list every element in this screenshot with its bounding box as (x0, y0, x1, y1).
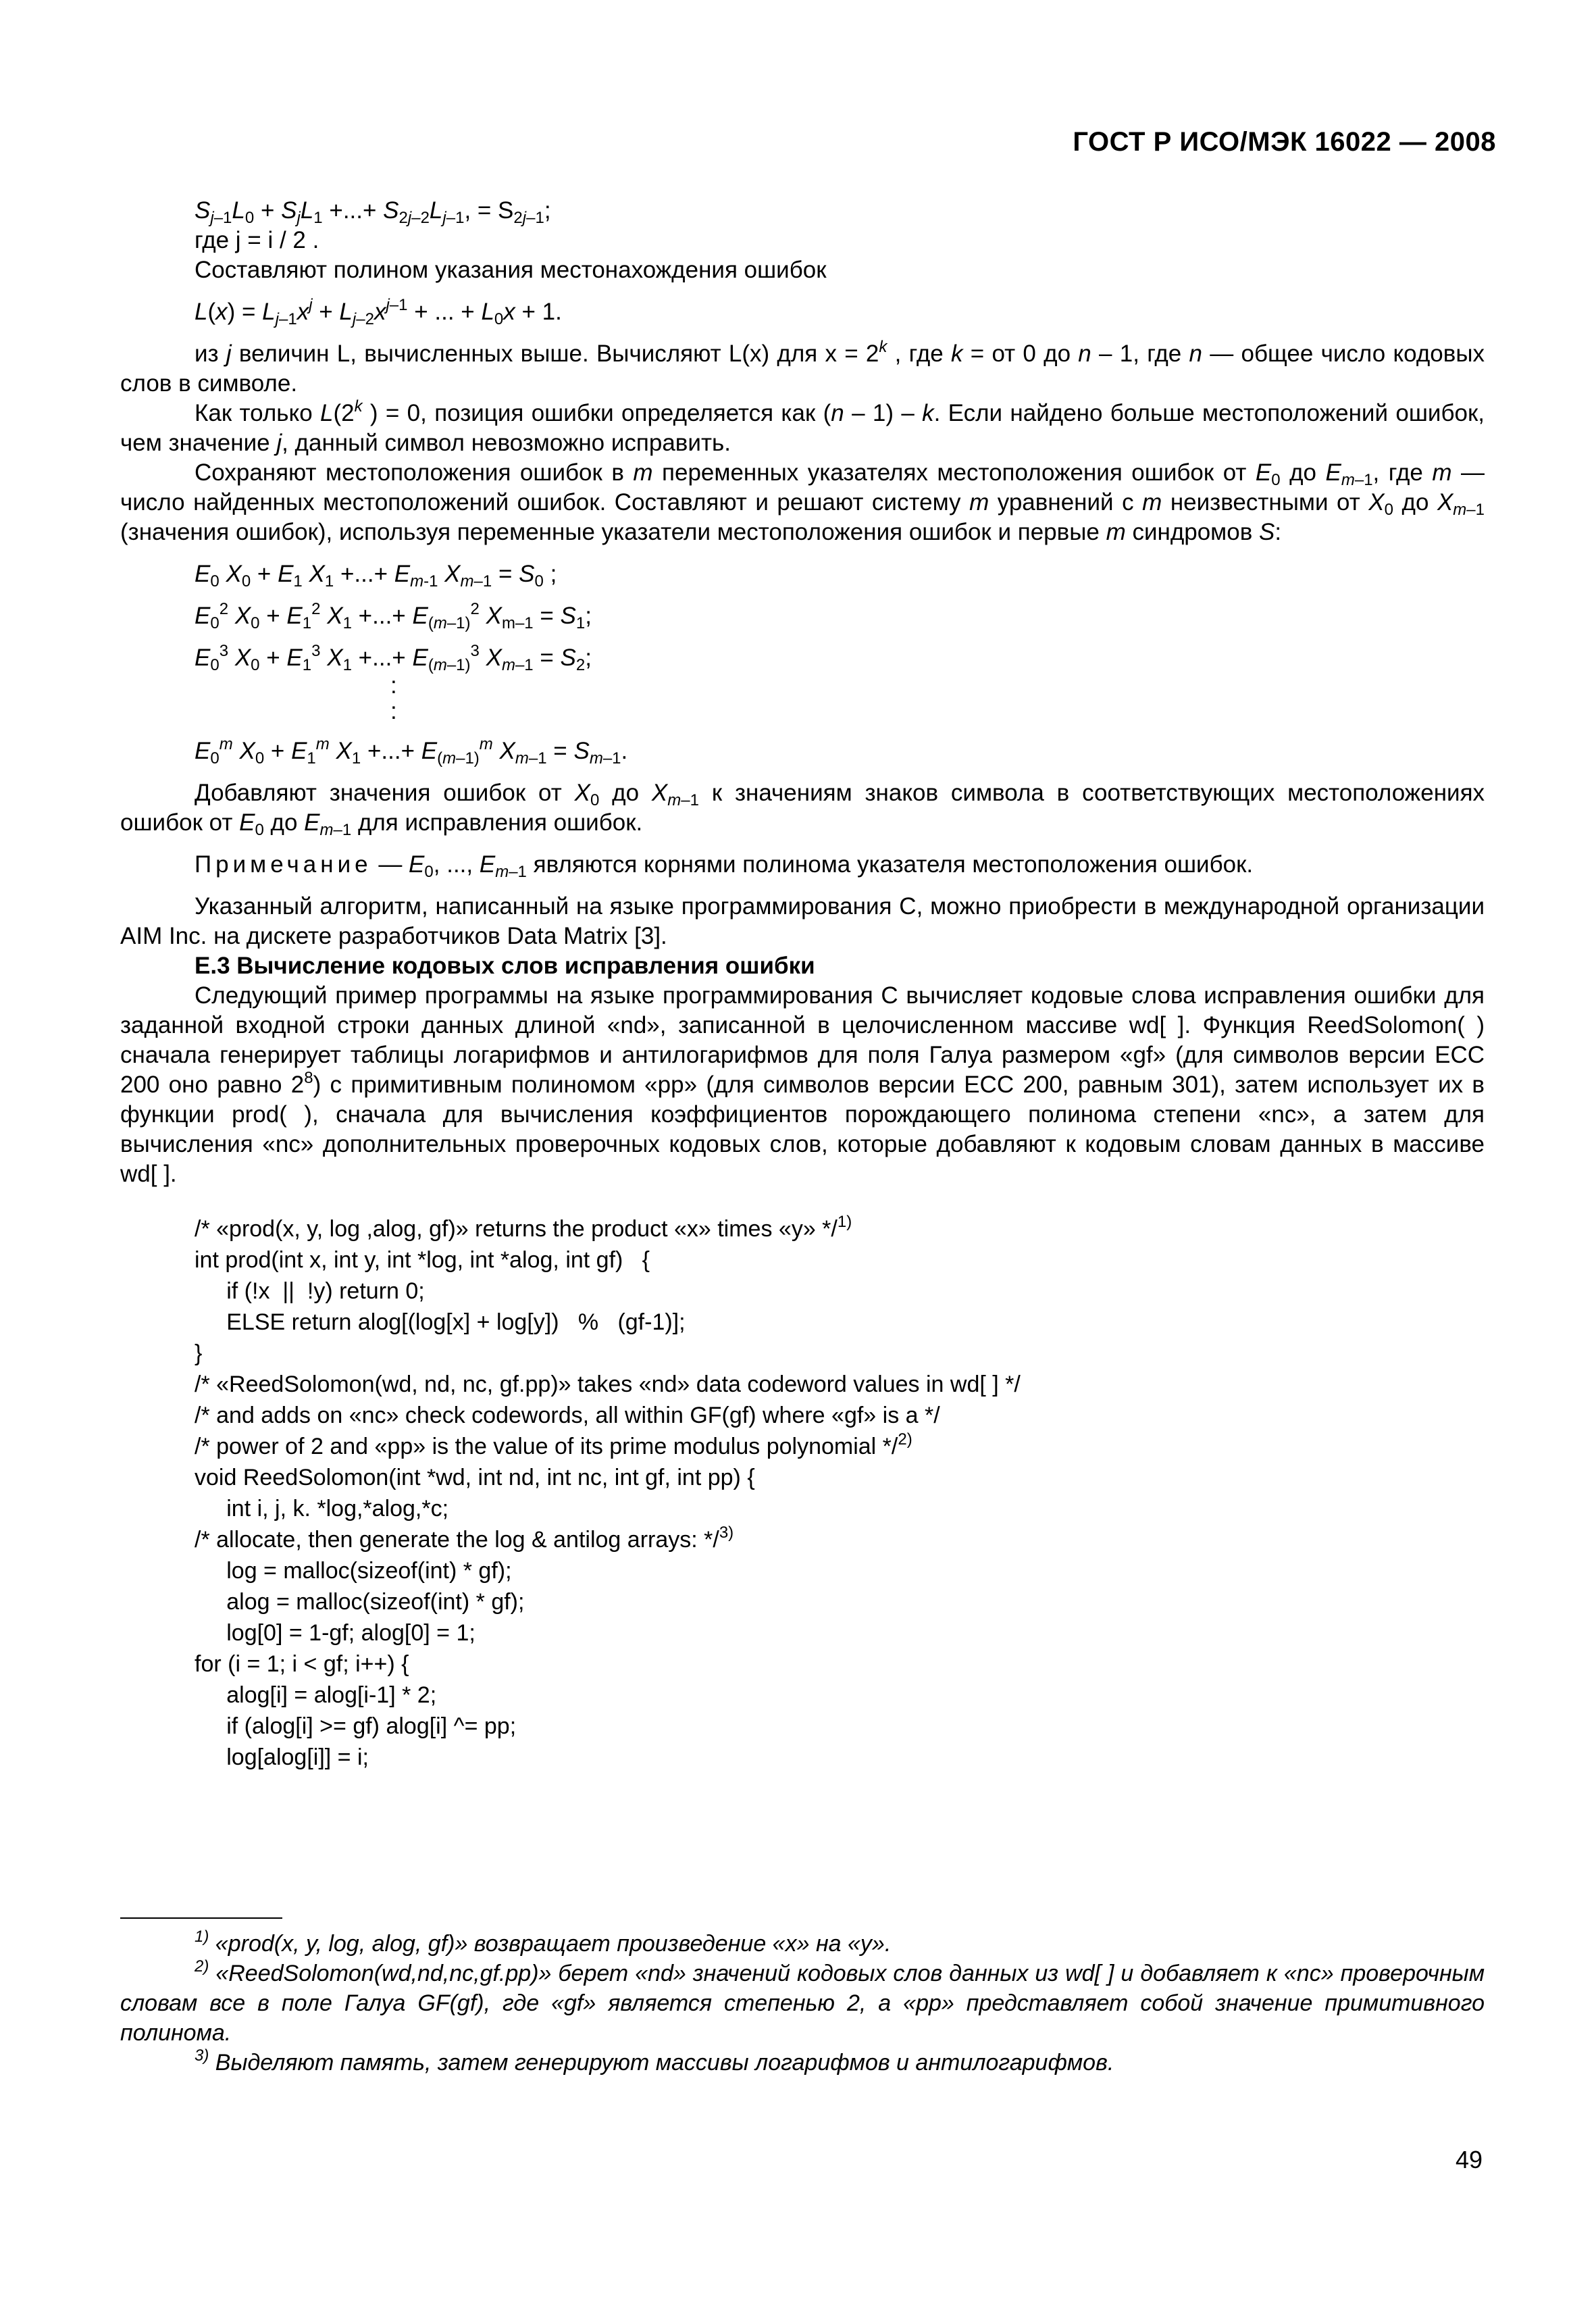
code-line: ELSE return alog[(log[x] + log[y]) % (gf-1)]; (195, 1309, 686, 1335)
paragraph-from-j: из j величин L, вычисленных выше. Вычисляют L(x) для $x = 2^k$ , где k = от 0 до n – 1, где n — общее число кодовых слов в символе. (120, 338, 1485, 397)
footnote-separator (120, 1917, 282, 1919)
compose-poly-text: Составляют полином указания местонахождения ошибок (195, 257, 827, 283)
code-line: log = malloc(sizeof(int) * gf); (195, 1558, 512, 1584)
equation-system-m: $E_0^m$ $X_0 + E_1^m$ $X_1$ +...+ $E_{(m-1)}^m$ $X_{m-1} = S_{m-1}$. (195, 735, 628, 768)
footnote-3: $^{3)}$ Выделяют память, затем генерируют массивы логарифмов и антилогарифмов. (195, 2046, 1114, 2076)
note-label: Примечание (195, 851, 372, 878)
code-line: if (alog[i] >= gf) alog[i] ^= pp; (195, 1713, 517, 1739)
paragraph-as-soon: Как только L(2$^k$ ) = 0, позиция ошибки определяется как (n – 1) – k. Если найдено больше местоположений ошибок, чем значение j, данный символ невозможно исправить. (120, 397, 1485, 456)
footnotes (120, 1929, 1485, 2078)
section-heading: E.3 Вычисление кодовых слов исправления ошибки (195, 953, 815, 979)
code-line: alog = malloc(sizeof(int) * gf); (195, 1589, 525, 1615)
code-line: alog[i] = alog[i-1] * 2; (195, 1682, 437, 1708)
paragraph-add: Добавляют значения ошибок от $X_0$ до $X_{m-1}$ к значениям знаков символа в соответствующих местоположениях ошибок от $E_0$ до $E_{m-1}$ для исправления ошибок. (120, 780, 1485, 839)
code-line: for (i = 1; i < gf; i++) { (195, 1651, 409, 1677)
equation-system-3: $E_0^3$ $X_0 + E_1^3$ $X_1$ +...+ $E_{(m-1)}^3$ $X_{m-1} = S_2$; (195, 642, 592, 674)
equation-system-1: $E_0$ $X_0 + E_1$ $X_1$ +...+ $E_{m-1}$ $X_{m-1} = S_0$ ; (195, 561, 557, 590)
code-line: if (!x || !y) return 0; (195, 1278, 425, 1304)
document-header: ГОСТ Р ИСО/МЭК 16022 — 2008 (1073, 127, 1496, 157)
code-line: /* and adds on «nc» check codewords, all within GF(gf) where «gf» is a */ (195, 1403, 940, 1428)
code-line: /* allocate, then generate the log & antilog arrays: */$^{3)}$ (195, 1524, 734, 1553)
equation-system-2: $E_0^2$ $X_0 + E_1^2$ $X_1$ +...+ $E_{(m-1)}^2$ $X_{m-1} = S_1$; (195, 600, 592, 632)
code-block (120, 1213, 1485, 1773)
paragraph-algorithm: Указанный алгоритм, написанный на языке программирования С, можно приобрести в международной организации AIM Inc. на дискете разработчиков Data Matrix [3]. (120, 893, 1485, 949)
code-line: log[0] = 1-gf; alog[0] = 1; (195, 1620, 475, 1646)
code-line: void ReedSolomon(int *wd, int nd, int nc, int gf, int pp) { (195, 1465, 755, 1490)
code-line: /* «ReedSolomon(wd, nd, nc, gf.pp)» takes «nd» data codeword values in wd[ ] */ (195, 1372, 1021, 1397)
code-line: log[alog[i]] = i; (195, 1744, 369, 1770)
footnote-2: $^{2)}$ «ReedSolomon(wd,nd,nc,gf.pp)» берет «nd» значений кодовых слов данных из wd[ ] и добавляет к «nc» проверочным словам все в поле Галуа GF(gf), где «gf» является степенью 2, а «pp» представляет собой значение примитивного полинома. (120, 1957, 1485, 2046)
where-j-text: где j = i / 2 . (195, 227, 319, 253)
note-line: Примечание — $E_0$, ..., $E_{m-1}$ являются корнями полинома указателя местоположения ошибок. (195, 851, 1254, 881)
code-line: int i, j, k. *log,*alog,*c; (195, 1496, 449, 1521)
equation-locator-poly: $L(x) = L_{j-1}x^j + L_{j-2}x^{j-1}$ + ... + $L_0x + 1$. (195, 296, 562, 328)
code-line: int prod(int x, int y, int *log, int *alog, int gf) { (195, 1247, 650, 1273)
code-line: /* «prod(x, y, log ,alog, gf)» returns the product «x» times «y» */$^{1)}$ (195, 1213, 852, 1242)
code-line: /* power of 2 and «pp» is the value of its prime modulus polynomial */$^{2)}$ (195, 1430, 912, 1459)
code-line: } (195, 1340, 203, 1366)
paragraph-program: Следующий пример программы на языке программирования С вычисляет кодовые слова исправления ошибки для заданной входной строки данных длиной «nd», записанной в целочисленном массиве wd[ ]. Функция ReedSolomon( ) сначала генерирует таблицы логарифмов и антилогарифмов для поля Галуа размером «gf» (для символов версии ЕСС 200 оно равно $2^8$) с примитивным полиномом «pp» (для символов версии ЕСС 200, равным 301), затем использует их в функции prod( ), сначала для вычисления коэффициентов порождающего полинома степени «nc», а затем для вычисления «nc» дополнительных проверочных кодовых слов, которые добавляют к кодовым словам данных в массиве wd[ ]. (120, 982, 1485, 1187)
page-content (120, 196, 1485, 1773)
paragraph-save: Сохраняют местоположения ошибок в m переменных указателях местоположения ошибок от $E_0$ до $E_{m-1}$, где m — число найденных местоположений ошибок. Составляют и решают систему m уравнений с m неизвестными от $X_0$ до $X_{m-1}$ (значения ошибок), используя переменные указатели местоположения ошибок и первые m синдромов S: (120, 459, 1485, 545)
page-number: 49 (1455, 2146, 1483, 2173)
footnote-1: $^{1)}$ «prod(x, y, log, alog, gf)» возвращает произведение «x» на «y». (195, 1928, 892, 1957)
vertical-ellipsis: : : (390, 672, 397, 724)
equation-syndrome: $S_{j-1}L_0 + S_jL_1$ +...+ $S_{2j-2}L_{j-1}$, = $S_{2j-1}$; (195, 197, 551, 227)
